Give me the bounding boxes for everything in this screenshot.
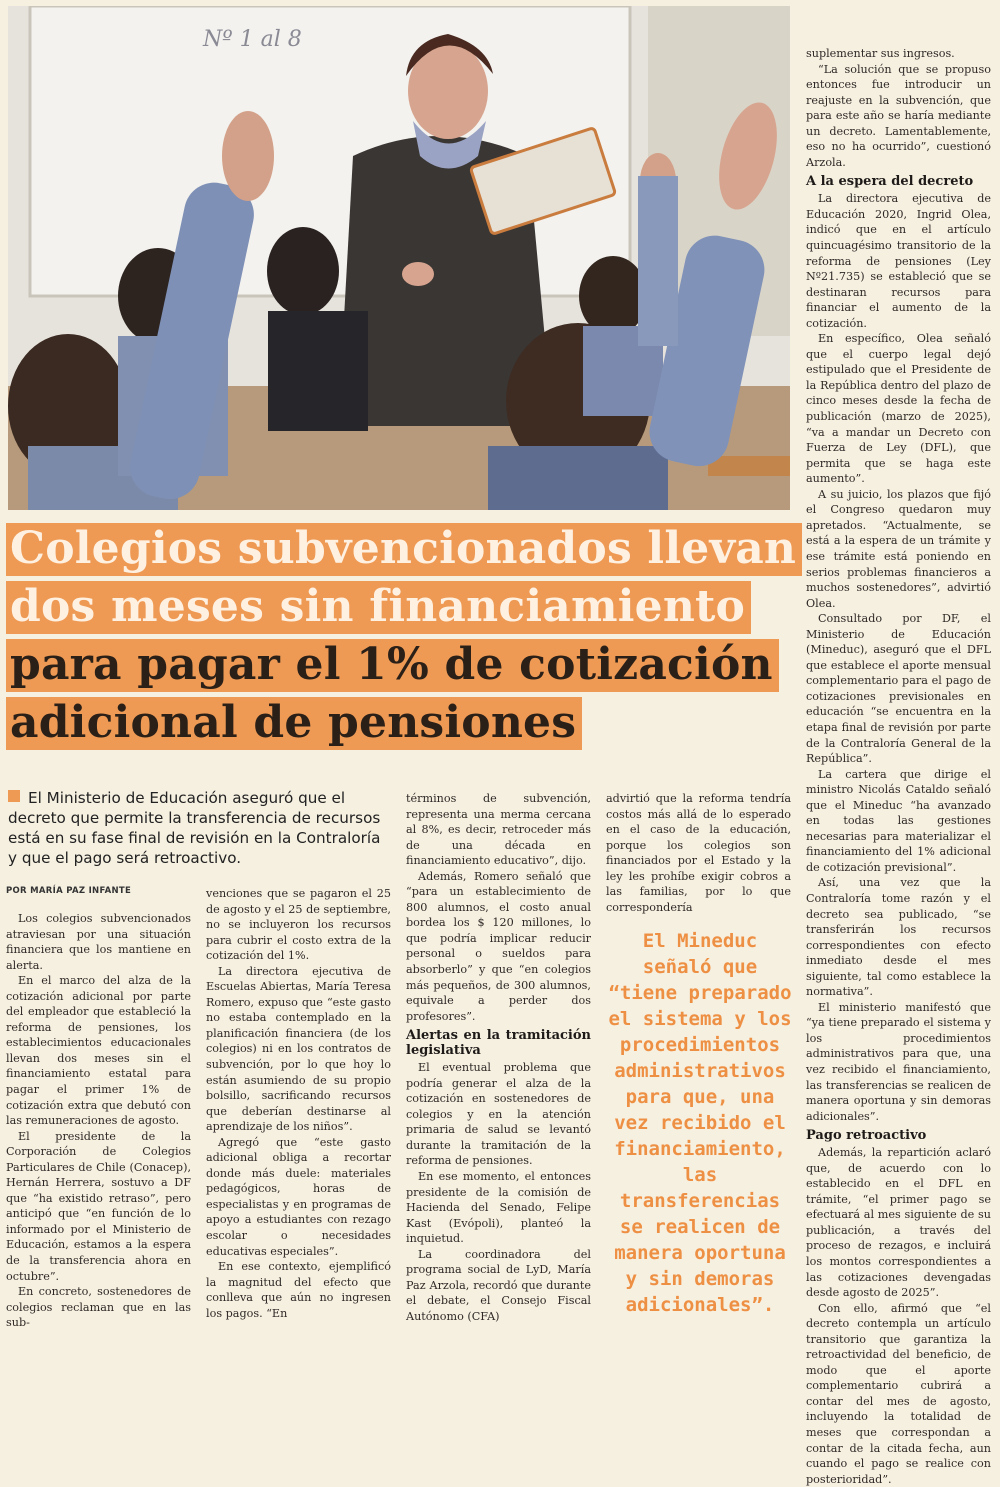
headline-line-1: Colegios subvencionados llevan bbox=[6, 523, 802, 576]
headline bbox=[6, 520, 806, 752]
headline-line-3: para pagar el 1% de cotización bbox=[6, 639, 779, 692]
lead-paragraph bbox=[8, 788, 393, 868]
paragraph: El presidente de la Corporación de Colegios Particulares de Chile (Conacep), Hernán Herrera, sostuvo a DF que “ha existido retraso”, pero anticipó que “en función de lo informado por el Ministerio de Educación, estamos a la espera de la transferencia ahora en octubre”. bbox=[6, 1129, 191, 1283]
paragraph: La cartera que dirige el ministro Nicolás Cataldo señaló que el Mineduc “ha avanzado en todas las gestiones necesarias para materializar el financiamiento del 1% adicional de cotización previsional”. bbox=[806, 767, 991, 874]
paragraph: En ese contexto, ejemplificó la magnitud del efecto que conlleva que aún no ingresen los pagos. “En bbox=[206, 1260, 391, 1320]
lead-text: El Ministerio de Educación aseguró que el decreto que permite la transferencia de recursos está en su fase final de revisión en la Contraloría y que el pago será retroactivo. bbox=[8, 789, 381, 867]
paragraph: advirtió que la reforma tendría costos más allá de lo esperado en el caso de la educación, porque los colegios son financiados por el Estado y la ley les prohíbe exigir cobros a las familias, por lo que correspondería bbox=[606, 792, 791, 914]
article-column-5 bbox=[806, 46, 991, 1487]
paragraph: Así, una vez que la Contraloría tome razón y el decreto sea publicado, “se transferirán los recursos correspondientes con efecto inmediato desde el mes siguiente, tal como establece la normativa”. bbox=[806, 876, 991, 999]
bullet-square-icon bbox=[8, 790, 20, 802]
paragraph: El ministerio manifestó que “ya tiene preparado el sistema y los procedimientos administrativos para que, una vez recibido el financiamiento, las transferencias se realicen de manera oportuna y sin demoras adicionales”. bbox=[806, 1000, 991, 1123]
section-heading: Pago retroactivo bbox=[806, 1128, 927, 1144]
paragraph: En específico, Olea señaló que el cuerpo legal dejó estipulado que el Presidente de la República dentro del plazo de cinco meses desde la fecha de publicación (marzo de 2025), “va a mandar un Decreto con Fuerza de Ley (DFL), que permita que se haga este aumento”. bbox=[806, 332, 991, 486]
classroom-illustration bbox=[8, 6, 790, 510]
paragraph: La directora ejecutiva de Escuelas Abiertas, María Teresa Romero, expuso que “este gasto no estaba contemplado en la planificación financiera (de los colegios) ni en los contratos de subvención, por lo que hoy lo están asumiendo de su propio bolsillo, sacrificando recursos que deberían destinarse al aprendizaje de los niños”. bbox=[206, 964, 391, 1134]
paragraph: “La solución que se propuso entonces fue introducir un reajuste en la subvención, que para este año se haría mediante un decreto. Lamentablemente, eso no ha ocurrido”, cuestionó Arzola. bbox=[806, 62, 991, 169]
paragraph: La directora ejecutiva de Educación 2020, Ingrid Olea, indicó que en el artículo quincuagésimo transitorio de la reforma de pensiones (Ley Nº21.735) se estableció que se destinaran recursos para financiar el aumento de la cotización. bbox=[806, 192, 991, 330]
paragraph: La coordinadora del programa social de LyD, María Paz Arzola, recordó que durante el debate, el Consejo Fiscal Autónomo (CFA) bbox=[406, 1247, 591, 1323]
paragraph: En ese momento, el entonces presidente de la comisión de Hacienda del Senado, Felipe Kast (Evópoli), planteó la inquietud. bbox=[406, 1170, 591, 1246]
paragraph: Además, la repartición aclaró que, de acuerdo con lo establecido en el DFL en trámite, “el primer pago se efectuará al mes siguiente de su publicación, a través del proceso de rezagos, e incluirá los montos correspondientes a las cotizaciones devengadas desde agosto de 2025”. bbox=[806, 1146, 991, 1300]
section-heading: Alertas en la tramitación legislativa bbox=[406, 1028, 591, 1059]
paragraph: Los colegios subvencionados atraviesan por una situación financiera que los mantiene en alerta. bbox=[6, 912, 191, 972]
paragraph: A su juicio, los plazos que fijó el Congreso quedaron muy apretados. “Actualmente, se está a la espera de un trámite y ese trámite está poniendo en serios problemas financieros a muchos sostenedores”, advirtió Olea. bbox=[806, 487, 991, 610]
headline-line-2: dos meses sin financiamiento bbox=[6, 581, 751, 634]
byline: POR MARÍA PAZ INFANTE bbox=[6, 886, 132, 896]
paragraph: suplementar sus ingresos. bbox=[806, 47, 955, 60]
section-heading: A la espera del decreto bbox=[806, 174, 974, 190]
classroom-photo bbox=[8, 6, 790, 510]
paragraph: términos de subvención, representa una merma cercana al 8%, es decir, retroceder más de una década en financiamiento educativo”, dijo. bbox=[406, 792, 591, 868]
article-column-1 bbox=[6, 911, 191, 1331]
article-column-4 bbox=[606, 791, 791, 915]
paragraph: Además, Romero señaló que “para un establecimiento de 800 alumnos, el costo anual bordea los $ 120 millones, lo que podría implicar reducir personal o sueldos para absorberlo” y que “en colegios más pequeños, de 300 alumnos, equivale a perder dos profesores”. bbox=[406, 869, 591, 1023]
paragraph: El eventual problema que podría generar el alza de la cotización en sostenedores de colegios y en la atención primaria de salud se levantó durante la tramitación de la reforma de pensiones. bbox=[406, 1061, 591, 1168]
paragraph: Consultado por DF, el Ministerio de Educación (Mineduc), aseguró que el DFL que establece el aporte mensual complementario para el pago de cotizaciones previsionales en educación “se encuentra en la etapa final de revisión por parte de la Contraloría General de la República”. bbox=[806, 612, 991, 766]
paragraph: En el marco del alza de la cotización adicional por parte del empleador que estableció la reforma de pensiones, los establecimientos educacionales llevan dos meses sin el financiamiento estatal para pagar el primer 1% de cotización extra que debutó con las remuneraciones de agosto. bbox=[6, 974, 191, 1128]
paragraph: Con ello, afirmó que “el decreto contempla un artículo transitorio que garantiza la retroactividad del beneficio, de modo que el aporte complementario cubrirá a contar del mes de agosto, incluyendo la totalidad de meses que correspondan a contar de la citada fecha, aun cuando el pago se realice con posterioridad”. bbox=[806, 1301, 991, 1486]
pull-quote: El Mineduc señaló que “tiene preparado el sistema y los procedimientos administrativos para que, una vez recibido el financiamiento, las transferencias se realicen de manera oportuna y sin demoras adicionales”. bbox=[608, 930, 792, 1316]
paragraph: venciones que se pagaron el 25 de agosto y el 25 de septiembre, no se incluyeron los recursos para cubrir el costo extra de la cotización del 1%. bbox=[206, 887, 391, 963]
paragraph: Agregó que “este gasto adicional obliga a recortar donde más duele: materiales pedagógicos, horas de especialistas y en programas de apoyo a estudiantes con rezago escolar o necesidades educativas especiales”. bbox=[206, 1135, 391, 1258]
article-column-3 bbox=[406, 791, 591, 1325]
board-text: Nº 1 al 8 bbox=[203, 27, 302, 52]
headline-line-4: adicional de pensiones bbox=[6, 697, 582, 750]
paragraph: En concreto, sostenedores de colegios reclaman que en las sub- bbox=[6, 1285, 191, 1330]
article-column-2 bbox=[206, 886, 391, 1321]
